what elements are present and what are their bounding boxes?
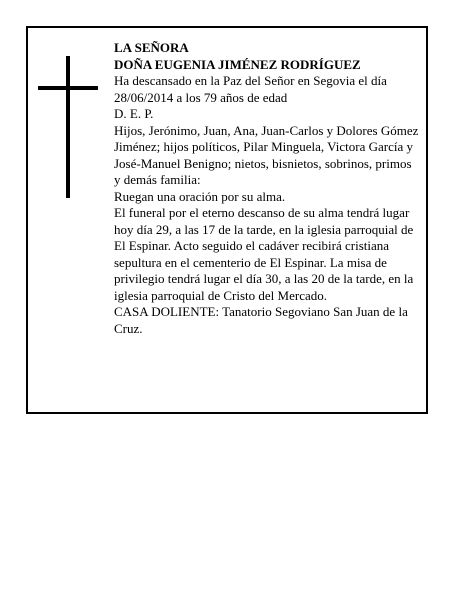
funeral-info: El funeral por el eterno descanso de su alma tendrá lugar hoy día 29, a las 17 de la tarde, en la iglesia parroquial de El Espinar. Acto seguido el cadáver recibirá cristiana sepultura en el cementerio de El Espinar. La misa de privilegio tendrá lugar el día 30, a las 20 de la tarde, en la iglesia parroquial de Cristo del Mercado.: [114, 205, 414, 303]
rip-abbreviation: D. E. P.: [114, 106, 154, 121]
mourning-house: CASA DOLIENTE: Tanatorio Segoviano San Juan de la Cruz.: [114, 304, 408, 336]
death-statement: Ha descansado en la Paz del Señor en Segovia el día 28/06/2014 a los 79 años de edad: [114, 73, 387, 105]
family-list: Hijos, Jerónimo, Juan, Ana, Juan-Carlos y Dolores Gómez Jiménez; hijos políticos, Pilar Minguela, Victora García y José-Manuel Benigno; nietos, bisnietos, sobrinos, primos y demás familia:: [114, 122, 419, 187]
cross-icon: [38, 56, 98, 198]
cross-vertical-bar: [66, 56, 70, 198]
notice-title: LA SEÑORA: [114, 40, 189, 55]
cross-horizontal-bar: [38, 86, 98, 90]
prayer-request: Ruegan una oración por su alma.: [114, 188, 286, 204]
notice-text: [114, 40, 420, 337]
obituary-notice: [26, 26, 428, 414]
deceased-name: DOÑA EUGENIA JIMÉNEZ RODRÍGUEZ: [114, 56, 361, 72]
